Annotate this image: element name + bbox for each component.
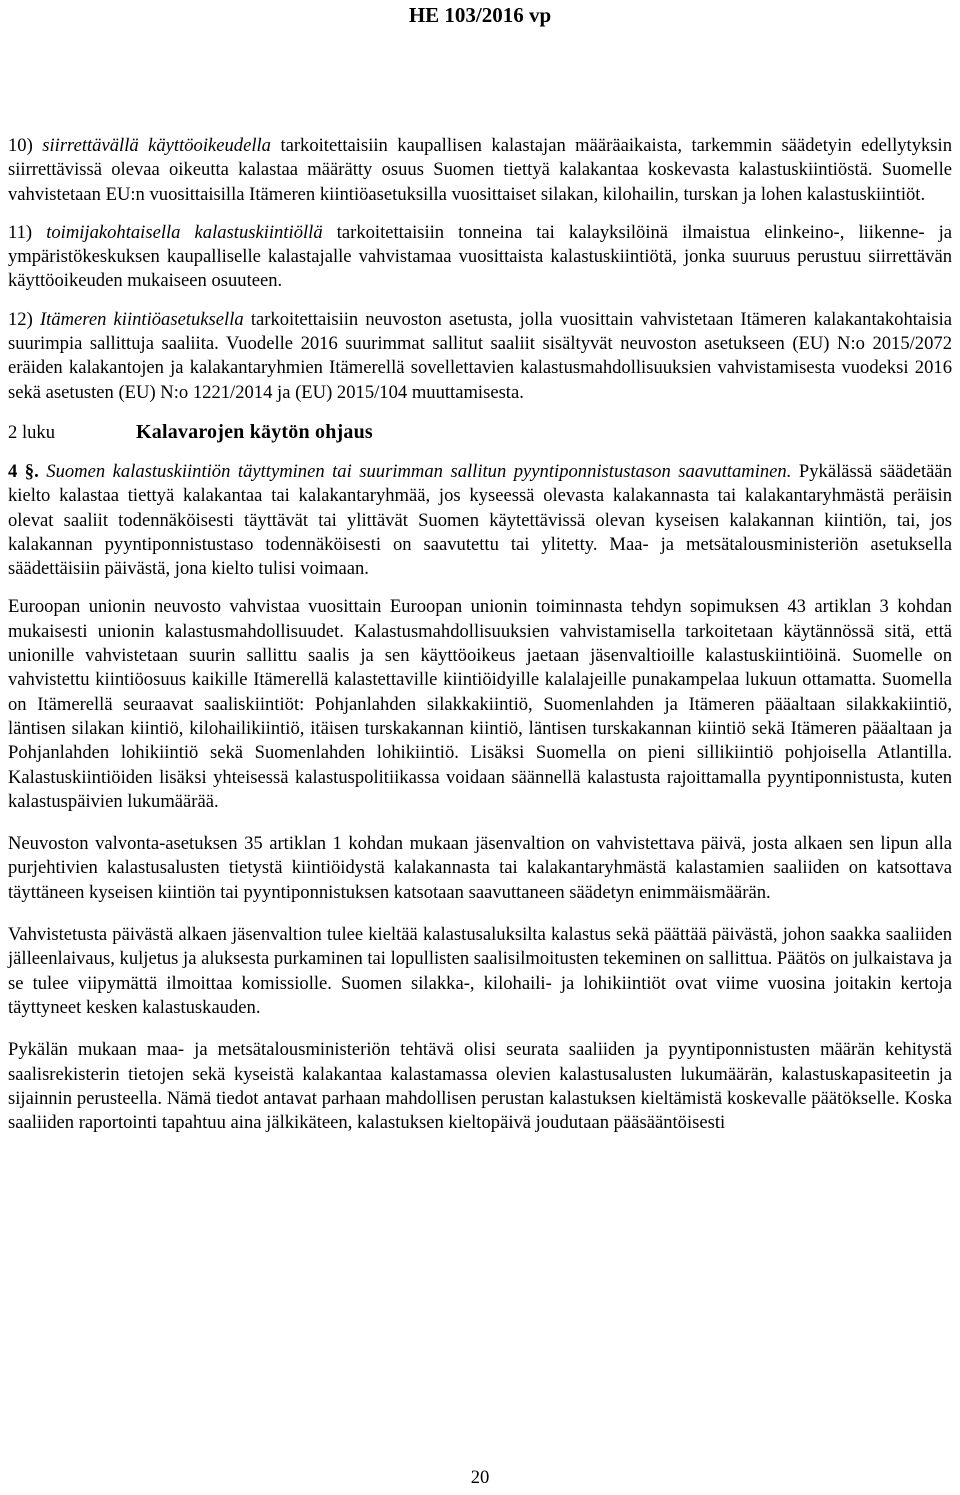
document-header: HE 103/2016 vp: [408, 3, 552, 27]
section-number: 4 §.: [8, 460, 39, 482]
definition-number: 11): [8, 221, 33, 243]
definition-term: siirrettävällä käyttöoikeudella: [42, 135, 271, 156]
section-heading: Suomen kalastuskiintiön täyttyminen tai suurimman sallitun pyyntiponnistustason saavuttaminen.: [46, 460, 792, 482]
definition-number: 12): [8, 308, 33, 330]
definition-text: tarkoitettaisiin kaupallisen kalastajan määräaikaista, tarkemmin säädetyin edellytyksin siirrettävissä olevaa oikeutta kalastaa määrätty osuus Suomen tiettyä kalakantaa koskevasta kalastuskiintiöstä. Suomelle vahvistetaan EU:n vuosittaisilla Itämeren kiintiöasetuksilla vuosittaiset silakan, kilohailin, turskan ja lohen kalastuskiintiöt.: [8, 135, 953, 205]
chapter-heading: [8, 419, 952, 446]
definition-term: toimijakohtaisella kalastuskiintiöllä: [46, 221, 323, 243]
definition-paragraph-11: [8, 221, 952, 294]
chapter-number: 2 luku: [8, 421, 56, 443]
definition-term: Itämeren kiintiöasetuksella: [39, 308, 244, 330]
body-paragraph: Pykälän mukaan maa- ja metsätalousministeriön tehtävä olisi seurata saaliiden ja pyyntiponnistusten määrän kehitystä saalisrekisterin tietojen sekä kyseistä kalakantaa kalastamassa olevien kalastusalusten lukumäärän, kalastuskapasiteetin ja sijainnin perusteella. Nämä tiedot antavat parhaan mahdollisen perustan kalastuksen kieltämistä koskevalle päätökselle. Koska saaliiden raportointi tapahtuu aina jälkikäteen, kalastuksen kieltopäivä joudutaan pääsääntöisesti: [8, 1039, 952, 1134]
definition-text: tarkoitettaisiin neuvoston asetusta, jolla vuosittain vahvistetaan Itämeren kalakantakohtaisia suurimpia sallittuja saaliita. Vuodelle 2016 suurimmat sallitut saaliit sisältyvät neuvoston asetukseen (EU) N:o 2015/2072 eräiden kalakantojen ja kalakantaryhmien Itämerellä sovellettavien kalastusmahdollisuuksien vahvistamisesta vuodeksi 2016 sekä asetusten (EU) N:o 1221/2014 ja (EU) 2015/104 muuttamisesta.: [8, 308, 952, 403]
definition-paragraph-12: [8, 308, 952, 405]
body-paragraph: Neuvoston valvonta-asetuksen 35 artiklan 1 kohdan mukaan jäsenvaltion on vahvistettava päivä, josta alkaen sen lipun alla purjehtivien kalastusalusten tietystä kiintiöidystä kalakannasta tai kalakantaryhmästä kalastamien saaliiden on katsottava täyttäneen kyseisen kiintiön tai pyyntiponnistuksen katsotaan saavuttaneen säädetyn enimmäismäärän.: [8, 833, 952, 903]
definition-text: tarkoitettaisiin tonneina tai kalayksilöinä ilmaistua elinkeino-, liikenne- ja ympäristökeskuksen kaupalliselle kalastajalle vahvistamaa vuosittaista kalastuskiintiötä, jonka suuruus perustuu siirrettävän käyttöoikeuden mukaiseen osuuteen.: [8, 221, 953, 292]
document-body: [8, 134, 952, 1153]
body-paragraph: Euroopan unionin neuvosto vahvistaa vuosittain Euroopan unionin toiminnasta tehdyn sopimuksen 43 artiklan 3 kohdan mukaisesti unionin kalastusmahdollisuudet. Kalastusmahdollisuuksien vahvistamisella tarkoitetaan käytännössä sitä, että unionille vahvistetaan suurin sallittu saalis ja sen käyttöoikeus jaetaan jäsenvaltioille kalastuskiintiöinä. Suomelle on vahvistettu kiintiöosuus kaikille Itämerellä kalastettaville kiintiöidyille kalalajeille punakampelaa lukuun ottamatta. Suomella on Itämerellä seuraavat saaliskiintiöt: Pohjanlahden silakkakiintiö, Suomenlahden ja Itämeren pääaltaan silakkakiintiö, läntisen silakan kiintiö, kilohailikiintiö, itäisen turskakannan kiintiö, läntisen turskakannan kiintiö sekä Itämeren pääaltaan ja Pohjanlahden lohikiintiö sekä Suomenlahden lohikiintiö. Lisäksi Suomella on pieni sillikiintiö pohjoisella Atlantilla. Kalastuskiintiöiden lisäksi yhteisessä kalastuspolitiikassa voidaan säännellä kalastusta rajoittamalla pyyntiponnistusta, kuten kalastuspäivien lukumäärää.: [8, 596, 952, 812]
section-4-paragraph: [8, 460, 952, 581]
chapter-title: Kalavarojen käytön ohjaus: [136, 420, 373, 443]
body-paragraph: Vahvistetusta päivästä alkaen jäsenvaltion tulee kieltää kalastusaluksilta kalastus sekä päättää päivästä, johon saakka saaliiden jälleenlaivaus, kuljetus ja aluksesta purkaminen tai lopullisten saalisilmoitusten tekeminen on sallittua. Päätös on julkaistava ja se tulee viipymättä ilmoittaa komissiolle. Suomen silakka-, kilohaili- ja lohikiintiöt ovat viime vuosina joitakin kertoja täyttyneet kesken kalastuskauden.: [8, 924, 952, 1018]
section-text: Pykälässä säädetään kielto kalastaa tiettyä kalakantaa tai kalakantaryhmää, jos kyseessä olevasta kalakannasta tai kalakantaryhmästä peräisin olevat saaliit todennäköisesti täyttävät tai ylittävät Suomen käytettävissä olevan kyseisen kalakannan kiintiön, tai, jos kalakannan pyyntiponnistustaso todennäköisesti on saavutettu tai ylitetty. Maa- ja metsätalousministeriön asetuksella säädettäisiin päivästä, jona kielto tulisi voimaan.: [8, 460, 952, 580]
page-number: 20: [470, 1467, 490, 1488]
definition-number: 10): [8, 135, 33, 156]
definition-paragraph-10: [8, 134, 952, 207]
